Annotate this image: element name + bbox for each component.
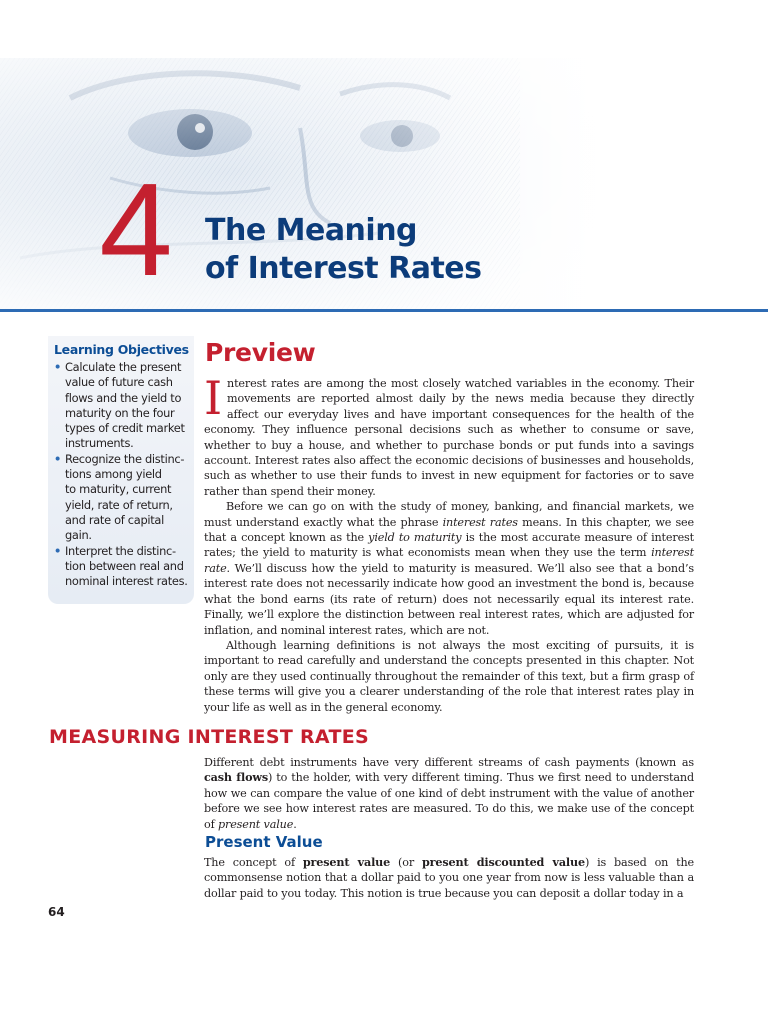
chapter-title xyxy=(205,212,482,288)
measuring-paragraph: Different debt instruments have very different streams of cash payments (known as cash flows) to the holder, with very different timing. Thus we first need to understand how we can compare the value of one kind of debt instrument with the value of another before we see how interest rates are measured. To do this, we make use of the concept of present value. xyxy=(204,756,694,831)
key-term: present discounted value xyxy=(421,855,585,869)
preview-heading: Preview xyxy=(205,338,316,367)
preview-paragraph-3: Although learning definitions is not always the most exciting of pursuits, it is important to read carefully and understand the concepts presented in this chapter. Not only are they used continually throughout the remainder of this text, but a firm grasp of these terms will give you a clearer understanding of the role that interest rates play in your life as well as in the general economy. xyxy=(204,638,694,714)
objective-item: • Calculate the present value of future cash flows and the yield to maturity on the four types of credit market instruments. xyxy=(54,360,185,451)
key-term: cash flows xyxy=(204,770,269,785)
section-heading: MEASURING INTEREST RATES xyxy=(49,726,369,748)
chapter-title-line-2: of Interest Rates xyxy=(205,251,482,286)
measuring-body xyxy=(204,755,694,832)
chapter-number: 4 xyxy=(99,156,169,303)
learning-objectives-box xyxy=(48,336,194,604)
present-value-body xyxy=(204,855,694,901)
bullet-icon: • xyxy=(54,360,61,374)
learning-objectives-list xyxy=(48,360,194,589)
subsection-heading: Present Value xyxy=(205,833,323,851)
chapter-title-line-1: The Meaning xyxy=(205,213,418,248)
bullet-icon: • xyxy=(54,543,61,558)
learning-objectives-heading: Learning Objectives xyxy=(54,342,189,357)
objective-item: • Interpret the distinc- tion between real and nominal interest rates. xyxy=(54,543,188,589)
drop-cap: I xyxy=(204,371,223,425)
preview-body xyxy=(204,371,695,715)
preview-paragraph-1: Interest rates are among the most closely watched variables in the economy. Their movements are reported almost daily by the news media because they directly affect our everyday lives and have important consequences for the health of the economy. They influence personal decisions such as whether to consume or save, whether to buy a house, and whether to purchase bonds or put funds into a savings account. Interest rates also affect the economic decisions of businesses and households, such as whether to use their funds to invest in new equipment for factories or to save rather than spend their money. xyxy=(204,371,694,498)
header-divider xyxy=(0,309,768,312)
page-number: 64 xyxy=(48,905,65,919)
key-term: present value xyxy=(302,855,391,869)
bullet-icon: • xyxy=(54,451,61,466)
preview-paragraph-2: Before we can go on with the study of money, banking, and financial markets, we must understand exactly what the phrase interest rates means. In this chapter, we see that a concept known as the yield to maturity is the most accurate measure of interest rates; the yield to maturity is what economists mean when they use the term interest rate. We’ll discuss how the yield to maturity is measured. We’ll also see that a bond’s interest rate does not necessarily indicate how good an investment the bond is, because what the bond earns (its rate of return) does not necessarily equal its interest rate. Finally, we’ll explore the distinction between real interest rates, which are adjusted for inflation, and nominal interest rates, which are not. xyxy=(204,500,695,637)
present-value-paragraph: The concept of present value (or present discounted value) is based on the commonsense notion that a dollar paid to you one year from now is less valuable than a dollar paid to you today. This notion is true because you can deposit a dollar today in a xyxy=(204,855,694,900)
objective-item: • Recognize the distinc- tions among yield to maturity, current yield, rate of return, and rate of capital gain. xyxy=(54,451,185,543)
